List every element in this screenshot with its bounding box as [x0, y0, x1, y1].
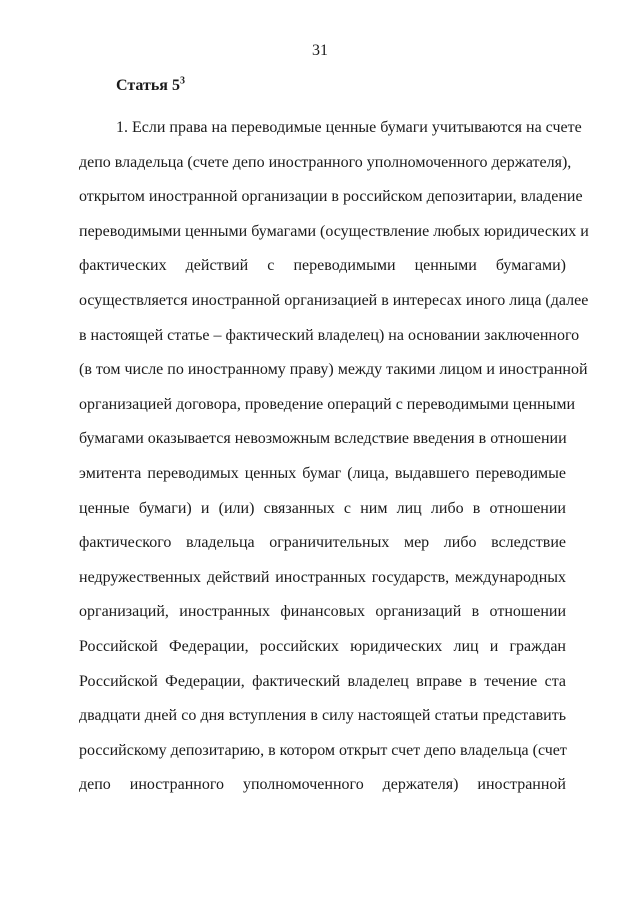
page-number: 31 [312, 42, 328, 59]
paragraph-line: Российской Федерации, фактический владелец вправе в течение ста [79, 672, 566, 690]
paragraph-line: двадцати дней со дня вступления в силу настоящей статьи представить [79, 707, 566, 725]
paragraph-line: депо иностранного уполномоченного держателя) иностранной [79, 776, 566, 794]
paragraph-line: (в том числе по иностранному праву) между такими лицом и иностранной [79, 361, 588, 379]
paragraph-line: Российской Федерации, российских юридических лиц и граждан [79, 637, 566, 655]
paragraph-line: фактических действий с переводимыми ценными бумагами) [79, 257, 566, 275]
paragraph-line: фактического владельца ограничительных мер либо вследствие [79, 534, 566, 552]
paragraph-line: недружественных действий иностранных государств, международных [79, 568, 566, 586]
article-title-text: Статья 5 [116, 77, 180, 94]
paragraph-line: осуществляется иностранной организацией в интересах иного лица (далее [79, 291, 589, 309]
paragraph-line: эмитента переводимых ценных бумаг (лица, выдавшего переводимые [79, 464, 566, 482]
paragraph-line: переводимыми ценными бумагами (осуществление любых юридических и [79, 222, 589, 240]
paragraph-line: организацией договора, проведение операций с переводимыми ценными [79, 395, 576, 413]
paragraph-line: в настоящей статье – фактический владелец) на основании заключенного [79, 326, 580, 344]
paragraph-line: бумагами оказывается невозможным вследствие введения в отношении [79, 430, 567, 448]
paragraph-line: открытом иностранной организации в российском депозитарии, владение [79, 188, 583, 206]
article-title-superscript: 3 [179, 75, 185, 87]
paragraph-line: 1. Если права на переводимые ценные бумаги учитываются на счете [116, 119, 582, 136]
paragraph-line: депо владельца (счете депо иностранного уполномоченного держателя), [79, 153, 572, 171]
article-paragraph [79, 111, 589, 803]
article-title [116, 76, 185, 96]
paragraph-line: российскому депозитарию, в котором открыт счет депо владельца (счет [79, 741, 567, 759]
paragraph-line: организаций, иностранных финансовых организаций в отношении [79, 603, 566, 621]
paragraph-line: ценные бумаги) и (или) связанных с ним лиц либо в отношении [79, 499, 566, 517]
